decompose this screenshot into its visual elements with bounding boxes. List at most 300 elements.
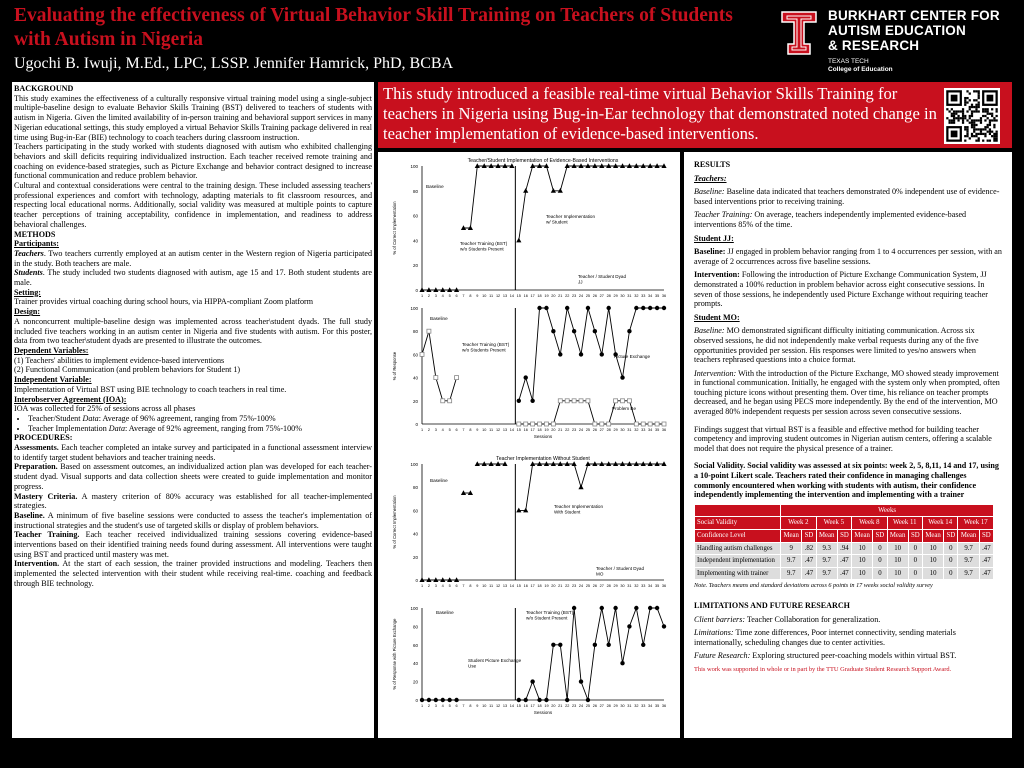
data-point xyxy=(551,422,555,426)
x-tick-label: 10 xyxy=(482,704,487,708)
qr-module xyxy=(984,110,986,112)
sv-table-row xyxy=(695,555,994,568)
qr-module xyxy=(978,97,980,99)
sv-row-label: Implementing with trainer xyxy=(695,567,781,580)
limits-lead: Limitations: xyxy=(694,628,734,638)
qr-module xyxy=(987,110,989,112)
limits-text: Time zone differences, Poor internet connectivity, sending materials internationally, scheduling changes due to center activities. xyxy=(694,628,956,647)
data-point xyxy=(537,698,541,702)
x-tick-label: 32 xyxy=(634,704,639,708)
data-point xyxy=(579,679,583,683)
data-point xyxy=(524,375,528,379)
qr-module xyxy=(971,104,973,106)
x-tick-label: 26 xyxy=(592,294,597,298)
x-tick-label: 13 xyxy=(502,294,508,298)
series-line xyxy=(463,166,511,228)
client-lead: Client barriers: xyxy=(694,614,746,624)
qr-module xyxy=(953,117,955,119)
qr-module xyxy=(996,133,998,135)
sv-cell: 0 xyxy=(873,567,887,580)
data-point xyxy=(655,422,659,426)
x-tick-label: 32 xyxy=(634,428,639,432)
qr-module xyxy=(969,117,971,119)
qr-module xyxy=(971,106,973,108)
x-tick-label: 15 xyxy=(516,584,521,588)
sv-stat-header: Mean xyxy=(958,530,979,543)
data-point xyxy=(517,422,521,426)
qr-module xyxy=(993,124,995,126)
qr-module xyxy=(987,117,989,119)
qr-module xyxy=(969,137,971,139)
x-tick-label: 28 xyxy=(606,704,611,708)
qr-module xyxy=(980,119,982,121)
qr-module xyxy=(984,128,986,130)
teachers-heading: Teachers: xyxy=(694,173,727,183)
qr-module xyxy=(964,101,966,103)
qr-finder xyxy=(951,131,958,138)
sv-cell: 10 xyxy=(887,567,908,580)
data-point xyxy=(524,422,528,426)
qr-module xyxy=(969,108,971,110)
jj-int-lead: Intervention: xyxy=(694,270,740,280)
x-tick-label: 24 xyxy=(578,704,584,708)
sv-cell: 0 xyxy=(908,567,922,580)
data-point xyxy=(627,329,631,333)
x-tick-label: 11 xyxy=(489,428,494,432)
data-point xyxy=(544,422,548,426)
sv-cell: .47 xyxy=(837,555,851,568)
qr-module xyxy=(975,108,977,110)
chart-annotation: w/ Student xyxy=(546,219,568,225)
qr-module xyxy=(982,110,984,112)
qr-code-icon[interactable] xyxy=(944,88,1000,144)
x-tick-label: 16 xyxy=(523,428,528,432)
chart-title: Teacher Implementation Without Student xyxy=(496,456,590,462)
qr-module xyxy=(975,128,977,130)
sv-cell: .47 xyxy=(979,542,993,555)
x-tick-label: 6 xyxy=(455,704,458,708)
x-tick-label: 13 xyxy=(502,428,508,432)
x-tick-label: 34 xyxy=(648,584,653,588)
chart-annotation: Baseline xyxy=(436,610,454,615)
mastery-text: A mastery criterion of 80% accuracy was established for all teacher-implemented strategies. xyxy=(14,491,372,511)
qr-module xyxy=(964,128,966,130)
qr-module xyxy=(971,124,973,126)
qr-module xyxy=(975,135,977,137)
y-tick-label: 100 xyxy=(410,606,418,611)
qr-module xyxy=(953,122,955,124)
y-axis-label: % of Response with Picture Exchange xyxy=(392,618,397,690)
qr-module xyxy=(971,135,973,137)
assess-text: Each teacher completed an intake survey and participated in a functional assessment interview to identify target student behaviors and teacher training needs. xyxy=(14,443,372,462)
data-point xyxy=(572,329,576,333)
x-tick-label: 1 xyxy=(420,584,424,588)
data-point xyxy=(441,399,445,403)
sv-stat-header: Mean xyxy=(852,530,873,543)
qr-module xyxy=(993,137,995,139)
x-tick-label: 26 xyxy=(592,428,597,432)
chart-annotation: Teacher Training (BST) xyxy=(462,342,510,347)
x-tick-label: 21 xyxy=(558,584,563,588)
acknowledgement: This work was supported in whole or in part by the TTU Graduate Student Research Support Award. xyxy=(694,665,952,673)
qr-module xyxy=(996,140,998,142)
data-point xyxy=(538,422,542,426)
right-column xyxy=(684,152,1012,738)
qr-module xyxy=(975,104,977,106)
sv-cell: 10 xyxy=(887,555,908,568)
sv-cell: 9.7 xyxy=(781,555,802,568)
chart-annotation: Problem Be xyxy=(612,406,637,411)
qr-module xyxy=(969,106,971,108)
qr-module xyxy=(978,119,980,121)
x-tick-label: 30 xyxy=(620,584,625,588)
data-point xyxy=(565,698,569,702)
data-point xyxy=(427,329,431,333)
x-tick-label: 18 xyxy=(537,294,542,298)
x-tick-label: 21 xyxy=(558,428,563,432)
x-tick-label: 12 xyxy=(495,428,501,432)
future-text: Exploring structured peer-coaching models within virtual BST. xyxy=(750,651,957,661)
sv-text: Social validity was assessed at six points: week 2, 5, 8,11, 14 and 17, using a 10-point Likert scale. Teachers rated their confidence in managing challenges commonly encountered when working with students with autism, their confidence independently implementing the intervention and implementing with a trainer xyxy=(694,461,999,500)
x-tick-label: 17 xyxy=(530,294,535,298)
x-tick-label: 22 xyxy=(565,584,570,588)
qr-module xyxy=(962,117,964,119)
social-validity-table xyxy=(694,504,994,581)
x-tick-label: 22 xyxy=(565,428,570,432)
r-baseline-text: Baseline data indicated that teachers demonstrated 0% independent use of evidence-based interventions prior to receiving training. xyxy=(694,187,1000,206)
x-tick-label: 20 xyxy=(551,294,556,298)
qr-module xyxy=(984,133,986,135)
x-tick-label: 28 xyxy=(606,294,611,298)
qr-module xyxy=(982,140,984,142)
qr-module xyxy=(996,115,998,117)
qr-module xyxy=(969,92,971,94)
data-point xyxy=(600,606,604,610)
y-tick-label: 40 xyxy=(412,661,418,667)
client-text: Teacher Collaboration for generalization. xyxy=(745,614,881,624)
jj-base-lead: Baseline: xyxy=(694,247,726,257)
data-point xyxy=(434,698,438,702)
x-tick-label: 25 xyxy=(585,704,591,708)
qr-module xyxy=(993,119,995,121)
data-point xyxy=(572,399,576,403)
sv-stat-header: SD xyxy=(944,530,958,543)
data-point xyxy=(447,698,451,702)
series-line xyxy=(422,331,457,401)
qr-module xyxy=(984,135,986,137)
sv-week-6: Week 17 xyxy=(958,517,994,530)
data-point xyxy=(586,698,590,702)
sv-table-row xyxy=(695,567,994,580)
weeks-label: Weeks xyxy=(781,504,994,517)
data-point xyxy=(565,399,569,403)
x-tick-label: 10 xyxy=(482,294,487,298)
data-point xyxy=(614,399,618,403)
sv-cell: 0 xyxy=(873,542,887,555)
qr-module xyxy=(978,106,980,108)
data-point xyxy=(551,329,555,333)
x-tick-label: 22 xyxy=(565,704,570,708)
teachers-lead: Teachers xyxy=(14,248,44,258)
logo-sub-1: TEXAS TECH xyxy=(828,58,869,65)
qr-module xyxy=(964,99,966,101)
qr-module xyxy=(975,124,977,126)
data-point xyxy=(620,375,624,379)
ioa-heading: Interobserver Agreement (IOA): xyxy=(14,394,127,404)
double-t-icon xyxy=(780,10,818,56)
qr-module xyxy=(973,126,975,128)
qr-module xyxy=(971,122,973,124)
data-point xyxy=(634,306,638,310)
qr-module xyxy=(993,135,995,137)
x-tick-label: 1 xyxy=(420,294,424,298)
qr-module xyxy=(980,128,982,130)
qr-module xyxy=(962,122,964,124)
chart-annotation: Baseline xyxy=(426,184,444,189)
sv-cell: 0 xyxy=(873,555,887,568)
x-tick-label: 27 xyxy=(599,294,604,298)
limitations-heading: LIMITATIONS AND FUTURE RESEARCH xyxy=(694,600,850,610)
data-point xyxy=(523,188,528,193)
qr-module xyxy=(964,126,966,128)
y-tick-label: 0 xyxy=(415,578,418,583)
x-tick-label: 17 xyxy=(530,428,535,432)
qr-module xyxy=(948,122,950,124)
qr-module xyxy=(953,115,955,117)
x-tick-label: 29 xyxy=(613,584,618,588)
qr-module xyxy=(975,99,977,101)
qr-module xyxy=(966,97,968,99)
qr-module xyxy=(982,128,984,130)
sv-table-row xyxy=(695,542,994,555)
sv-cell: 9.7 xyxy=(958,555,979,568)
dv-1: (1) Teachers' abilities to implement evidence-based interventions xyxy=(14,355,225,365)
qr-module xyxy=(989,133,991,135)
baseline-text: A minimum of five baseline sessions were conducted to assess the teacher's implementation of instructional strategies and the student's use of targeted skills or display of problem behaviors. xyxy=(14,510,372,530)
sv-stat-header: Mean xyxy=(781,530,802,543)
qr-module xyxy=(978,104,980,106)
y-tick-label: 40 xyxy=(412,238,418,244)
qr-module xyxy=(971,113,973,115)
qr-module xyxy=(980,133,982,135)
data-point xyxy=(565,306,569,310)
sv-cell: 9 xyxy=(781,542,802,555)
x-tick-label: 32 xyxy=(634,294,639,298)
x-tick-label: 6 xyxy=(455,294,458,298)
x-tick-label: 31 xyxy=(627,428,632,432)
x-tick-label: 20 xyxy=(551,428,556,432)
x-tick-label: 9 xyxy=(476,704,479,708)
x-tick-label: 2 xyxy=(427,428,430,432)
qr-module xyxy=(948,110,950,112)
qr-module xyxy=(962,113,964,115)
r-training-lead: Teacher Training: xyxy=(694,210,753,220)
qr-module xyxy=(987,131,989,133)
x-tick-label: 4 xyxy=(441,704,444,708)
data-point xyxy=(641,422,645,426)
qr-module xyxy=(991,108,993,110)
x-tick-label: 3 xyxy=(434,704,437,708)
x-tick-label: 32 xyxy=(634,584,639,588)
x-tick-label: 15 xyxy=(516,704,521,708)
sv-week-3: Week 8 xyxy=(852,517,887,530)
poster-title: Evaluating the effectiveness of Virtual Behavior Skill Training on Teachers of Students with Autism in Nigeria xyxy=(14,5,733,50)
qr-module xyxy=(964,135,966,137)
future-lead: Future Research: xyxy=(694,651,751,661)
qr-module xyxy=(964,97,966,99)
qr-module xyxy=(955,110,957,112)
qr-module xyxy=(969,115,971,117)
logo-line-3: & RESEARCH xyxy=(828,38,920,53)
sv-cell: .47 xyxy=(837,567,851,580)
sv-cell: 0 xyxy=(908,542,922,555)
prep-text: Based on assessment outcomes, an individualized action plan was developed for each teacher-student dyad. Visual supports and data collection sheets were created to guide implementation and monitor progress. xyxy=(14,462,372,491)
x-tick-label: 33 xyxy=(641,428,646,432)
x-tick-label: 25 xyxy=(585,428,591,432)
x-tick-label: 10 xyxy=(482,428,487,432)
mo-base-text: MO demonstrated significant difficulty initiating communication. Across six observed sessions, he did not independently make verbal requests during any of the five opportunities provided per session. His responses were limited to yes/no answers when teachers rephrased questions into a choice format. xyxy=(694,326,979,365)
y-tick-label: 100 xyxy=(410,306,418,311)
x-tick-label: 36 xyxy=(661,294,667,298)
x-tick-label: 33 xyxy=(641,294,646,298)
data-point xyxy=(648,422,652,426)
ioa-bullet-2: • Teacher Implementation Data: Average of 92% agreement, ranging from 75%-100% xyxy=(28,424,372,434)
assess-lead: Assessments. xyxy=(14,443,59,453)
y-tick-label: 80 xyxy=(412,624,418,630)
mo-int-lead: Intervention: xyxy=(694,368,737,378)
chart-annotation: Use xyxy=(468,663,477,669)
qr-module xyxy=(982,108,984,110)
x-tick-label: 7 xyxy=(462,428,465,432)
qr-module xyxy=(960,110,962,112)
sv-row-label-2: Confidence Level xyxy=(695,530,781,543)
series-line xyxy=(519,166,664,240)
chart-annotation: Picture Exchange xyxy=(614,354,651,359)
x-tick-label: 18 xyxy=(537,704,542,708)
qr-module xyxy=(978,95,980,97)
x-tick-label: 24 xyxy=(578,294,584,298)
y-tick-label: 80 xyxy=(412,329,418,335)
sv-cell: 10 xyxy=(852,555,873,568)
qr-module xyxy=(975,110,977,112)
qr-module xyxy=(978,137,980,139)
chart-annotation: Teacher Implementation xyxy=(546,214,596,219)
chart-annotation: Student Picture Exchange xyxy=(468,658,522,663)
sv-cell: 10 xyxy=(922,567,943,580)
x-tick-label: 22 xyxy=(565,294,570,298)
y-tick-label: 100 xyxy=(410,164,418,169)
qr-module xyxy=(969,122,971,124)
background-p2: Teachers participating in the study worked with students diagnosed with autism who exhibited challenging behaviors and skill deficits requiring individualized instruction. Each teacher received remote training and coaching on evidence-based strategies, such as Picture Exchange and behavior contract designed to increase functional communication and reduce problem behavior. xyxy=(14,142,372,181)
qr-module xyxy=(953,113,955,115)
iv-heading: Independent Variable: xyxy=(14,375,92,385)
sv-cell: 10 xyxy=(922,542,943,555)
data-point xyxy=(454,698,458,702)
data-point xyxy=(578,484,583,489)
data-point xyxy=(641,306,645,310)
qr-module xyxy=(978,92,980,94)
chart-1 xyxy=(419,163,666,292)
qr-module xyxy=(980,117,982,119)
qr-module xyxy=(980,122,982,124)
x-tick-label: 28 xyxy=(606,584,611,588)
design-text: A nonconcurrent multiple-baseline design was implemented across teacher\student dyads. The full study included five teachers working in an autism center in Nigeria and five students with autism. For this poster, data from two teacher\student dyads are presented to illustrate the outcomes. xyxy=(14,316,372,346)
qr-module xyxy=(973,124,975,126)
x-tick-label: 8 xyxy=(469,584,472,588)
data-point xyxy=(634,422,638,426)
setting-text: Trainer provides virtual coaching during school hours, via HIPPA-compliant Zoom platform xyxy=(14,297,314,307)
x-tick-label: 27 xyxy=(599,584,604,588)
qr-module xyxy=(989,113,991,115)
sv-cell: 9.7 xyxy=(816,555,837,568)
sv-row-label: Independent implementation xyxy=(695,555,781,568)
qr-module xyxy=(973,99,975,101)
x-tick-label: 23 xyxy=(571,704,577,708)
x-tick-label: 3 xyxy=(434,584,437,588)
data-point xyxy=(627,399,631,403)
x-tick-label: 36 xyxy=(661,428,667,432)
qr-module xyxy=(978,128,980,130)
chart-annotation: MO xyxy=(596,571,604,577)
sv-cell: .47 xyxy=(802,555,816,568)
y-tick-label: 100 xyxy=(410,462,418,467)
jj-int-text: Following the introduction of Picture Exchange Communication System, JJ demonstrated a 100% reduction in problem behavior across eight consecutive sessions. In seven of those sessions, he independently used Picture Exchange without requiring teacher prompts. xyxy=(694,270,988,309)
chart-annotation: Teacher Training (BST) xyxy=(526,610,574,615)
data-point xyxy=(530,679,534,683)
x-tick-label: 10 xyxy=(482,584,487,588)
sv-row-label: Handling autism challenges xyxy=(695,542,781,555)
qr-module xyxy=(978,133,980,135)
qr-module xyxy=(951,119,953,121)
sv-stat-header: SD xyxy=(979,530,993,543)
x-tick-label: 36 xyxy=(661,584,667,588)
x-tick-label: 23 xyxy=(571,428,577,432)
x-tick-label: 2 xyxy=(427,294,430,298)
x-tick-label: 2 xyxy=(427,704,430,708)
x-tick-label: 6 xyxy=(455,428,458,432)
data-point xyxy=(420,698,424,702)
qr-module xyxy=(955,117,957,119)
sv-row-label-1: Social Validity xyxy=(695,517,781,530)
x-tick-label: 35 xyxy=(654,428,660,432)
qr-module xyxy=(993,133,995,135)
mo-heading: Student MO: xyxy=(694,312,740,322)
x-tick-label: 7 xyxy=(462,704,465,708)
y-tick-label: 60 xyxy=(412,352,418,358)
qr-module xyxy=(973,110,975,112)
qr-module xyxy=(993,117,995,119)
chart-annotation: With Student xyxy=(554,509,581,515)
y-tick-label: 40 xyxy=(412,375,418,381)
training-lead: Teacher Training. xyxy=(14,530,80,540)
qr-module xyxy=(975,140,977,142)
x-tick-label: 17 xyxy=(530,584,535,588)
training-text: Each teacher received individualized training sessions covering evidence-based interventions based on their identified training needs found during assessment. All interventions were taught using BST and practiced until mastery was met. xyxy=(14,530,373,559)
x-tick-label: 18 xyxy=(537,584,542,588)
background-p1: This study examines the effectiveness of a culturally responsive virtual training model using a single-subject multiple-baseline design to evaluate Behavior Skills Training (BST) delivered to teachers of students with autism in Nigeria. Given the limited availability of in-person training and behavioral support services in many Nigerian educational settings, this study employed a virtual Behavior Skills Training package delivered in real time using Bug-in-Ear (BIE) technology to coach teachers during classroom instruction. xyxy=(14,93,372,142)
data-point xyxy=(620,661,624,665)
qr-module xyxy=(993,140,995,142)
qr-module xyxy=(991,131,993,133)
x-tick-label: 36 xyxy=(661,704,667,708)
x-tick-label: 5 xyxy=(448,584,451,588)
r-baseline-lead: Baseline: xyxy=(694,187,725,197)
data-point xyxy=(531,422,535,426)
sv-stat-header: Mean xyxy=(887,530,908,543)
y-tick-label: 60 xyxy=(412,508,418,514)
qr-module xyxy=(975,133,977,135)
chart-annotation: Teacher Training (BST) xyxy=(460,241,508,246)
